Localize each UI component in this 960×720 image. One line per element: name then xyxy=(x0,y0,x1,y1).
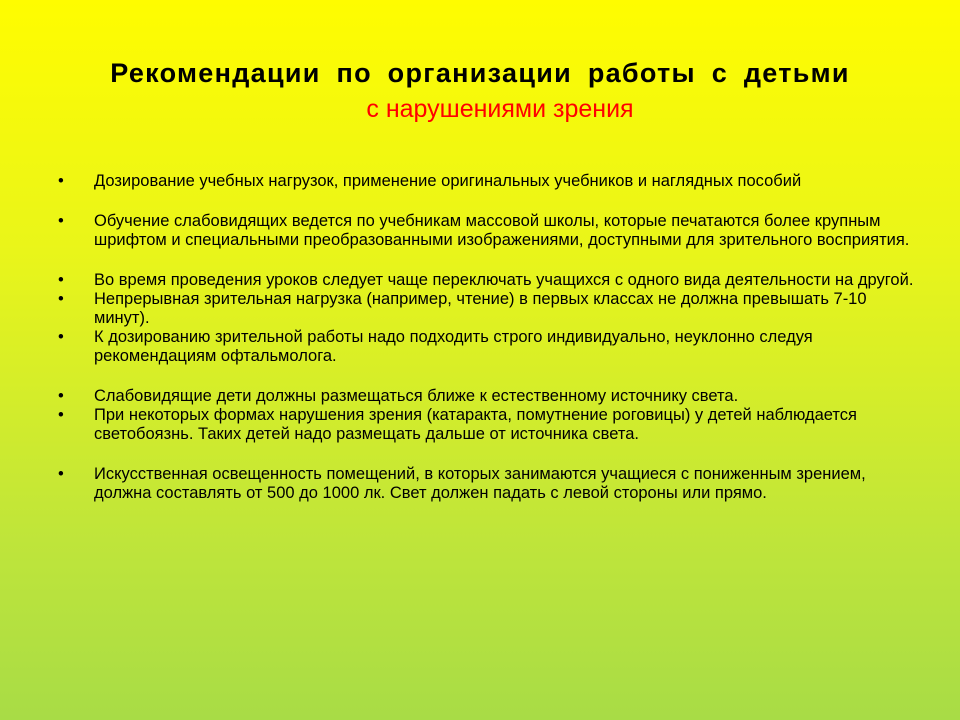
list-item xyxy=(58,212,918,250)
bullet-icon: • xyxy=(58,290,64,308)
bullet-icon: • xyxy=(58,172,64,190)
list-item xyxy=(58,328,918,366)
list-item-text: Во время проведения уроков следует чаще переключать учащихся с одного вида деятельности на другой. xyxy=(94,271,914,289)
list-item xyxy=(58,271,918,290)
bullet-icon: • xyxy=(58,465,64,483)
list-item-text: Дозирование учебных нагрузок, применение оригинальных учебников и наглядных пособий xyxy=(94,172,802,190)
list-item xyxy=(58,387,918,406)
list-item xyxy=(58,406,918,444)
bullet-icon: • xyxy=(58,406,64,424)
list-item-text: Обучение слабовидящих ведется по учебникам массовой школы, которые печатаются более крупным шрифтом и специальными преобразованными изображениями, доступными для зрительного восприятия. xyxy=(94,212,910,249)
list-item-text: Искусственная освещенность помещений, в которых занимаются учащиеся с пониженным зрением, должна составлять от 500 до 1000 лк. Свет должен падать с левой стороны или прямо. xyxy=(94,465,866,502)
list-item-text: Слабовидящие дети должны размещаться ближе к естественному источнику света. xyxy=(94,387,739,405)
list-item-text: При некоторых формах нарушения зрения (катаракта, помутнение роговицы) у детей наблюдается светобоязнь. Таких детей надо размещать дальше от источника света. xyxy=(94,406,857,443)
list-item-text: К дозированию зрительной работы надо подходить строго индивидуально, неуклонно следуя рекомендациям офтальмолога. xyxy=(94,328,813,365)
slide-title xyxy=(0,54,960,126)
list-item xyxy=(58,465,918,503)
recommendations-list xyxy=(58,172,918,503)
bullet-icon: • xyxy=(58,212,64,230)
title-subtitle: с нарушениями зрения xyxy=(366,95,634,123)
list-item-text: Непрерывная зрительная нагрузка (например, чтение) в первых классах не должна превышать 7-10 минут). xyxy=(94,290,867,327)
bullet-icon: • xyxy=(58,328,64,346)
title-main: Рекомендации по организации работы с детьми xyxy=(110,58,850,88)
list-item xyxy=(58,290,918,328)
bullet-icon: • xyxy=(58,271,64,289)
list-item xyxy=(58,172,918,191)
bullet-icon: • xyxy=(58,387,64,405)
